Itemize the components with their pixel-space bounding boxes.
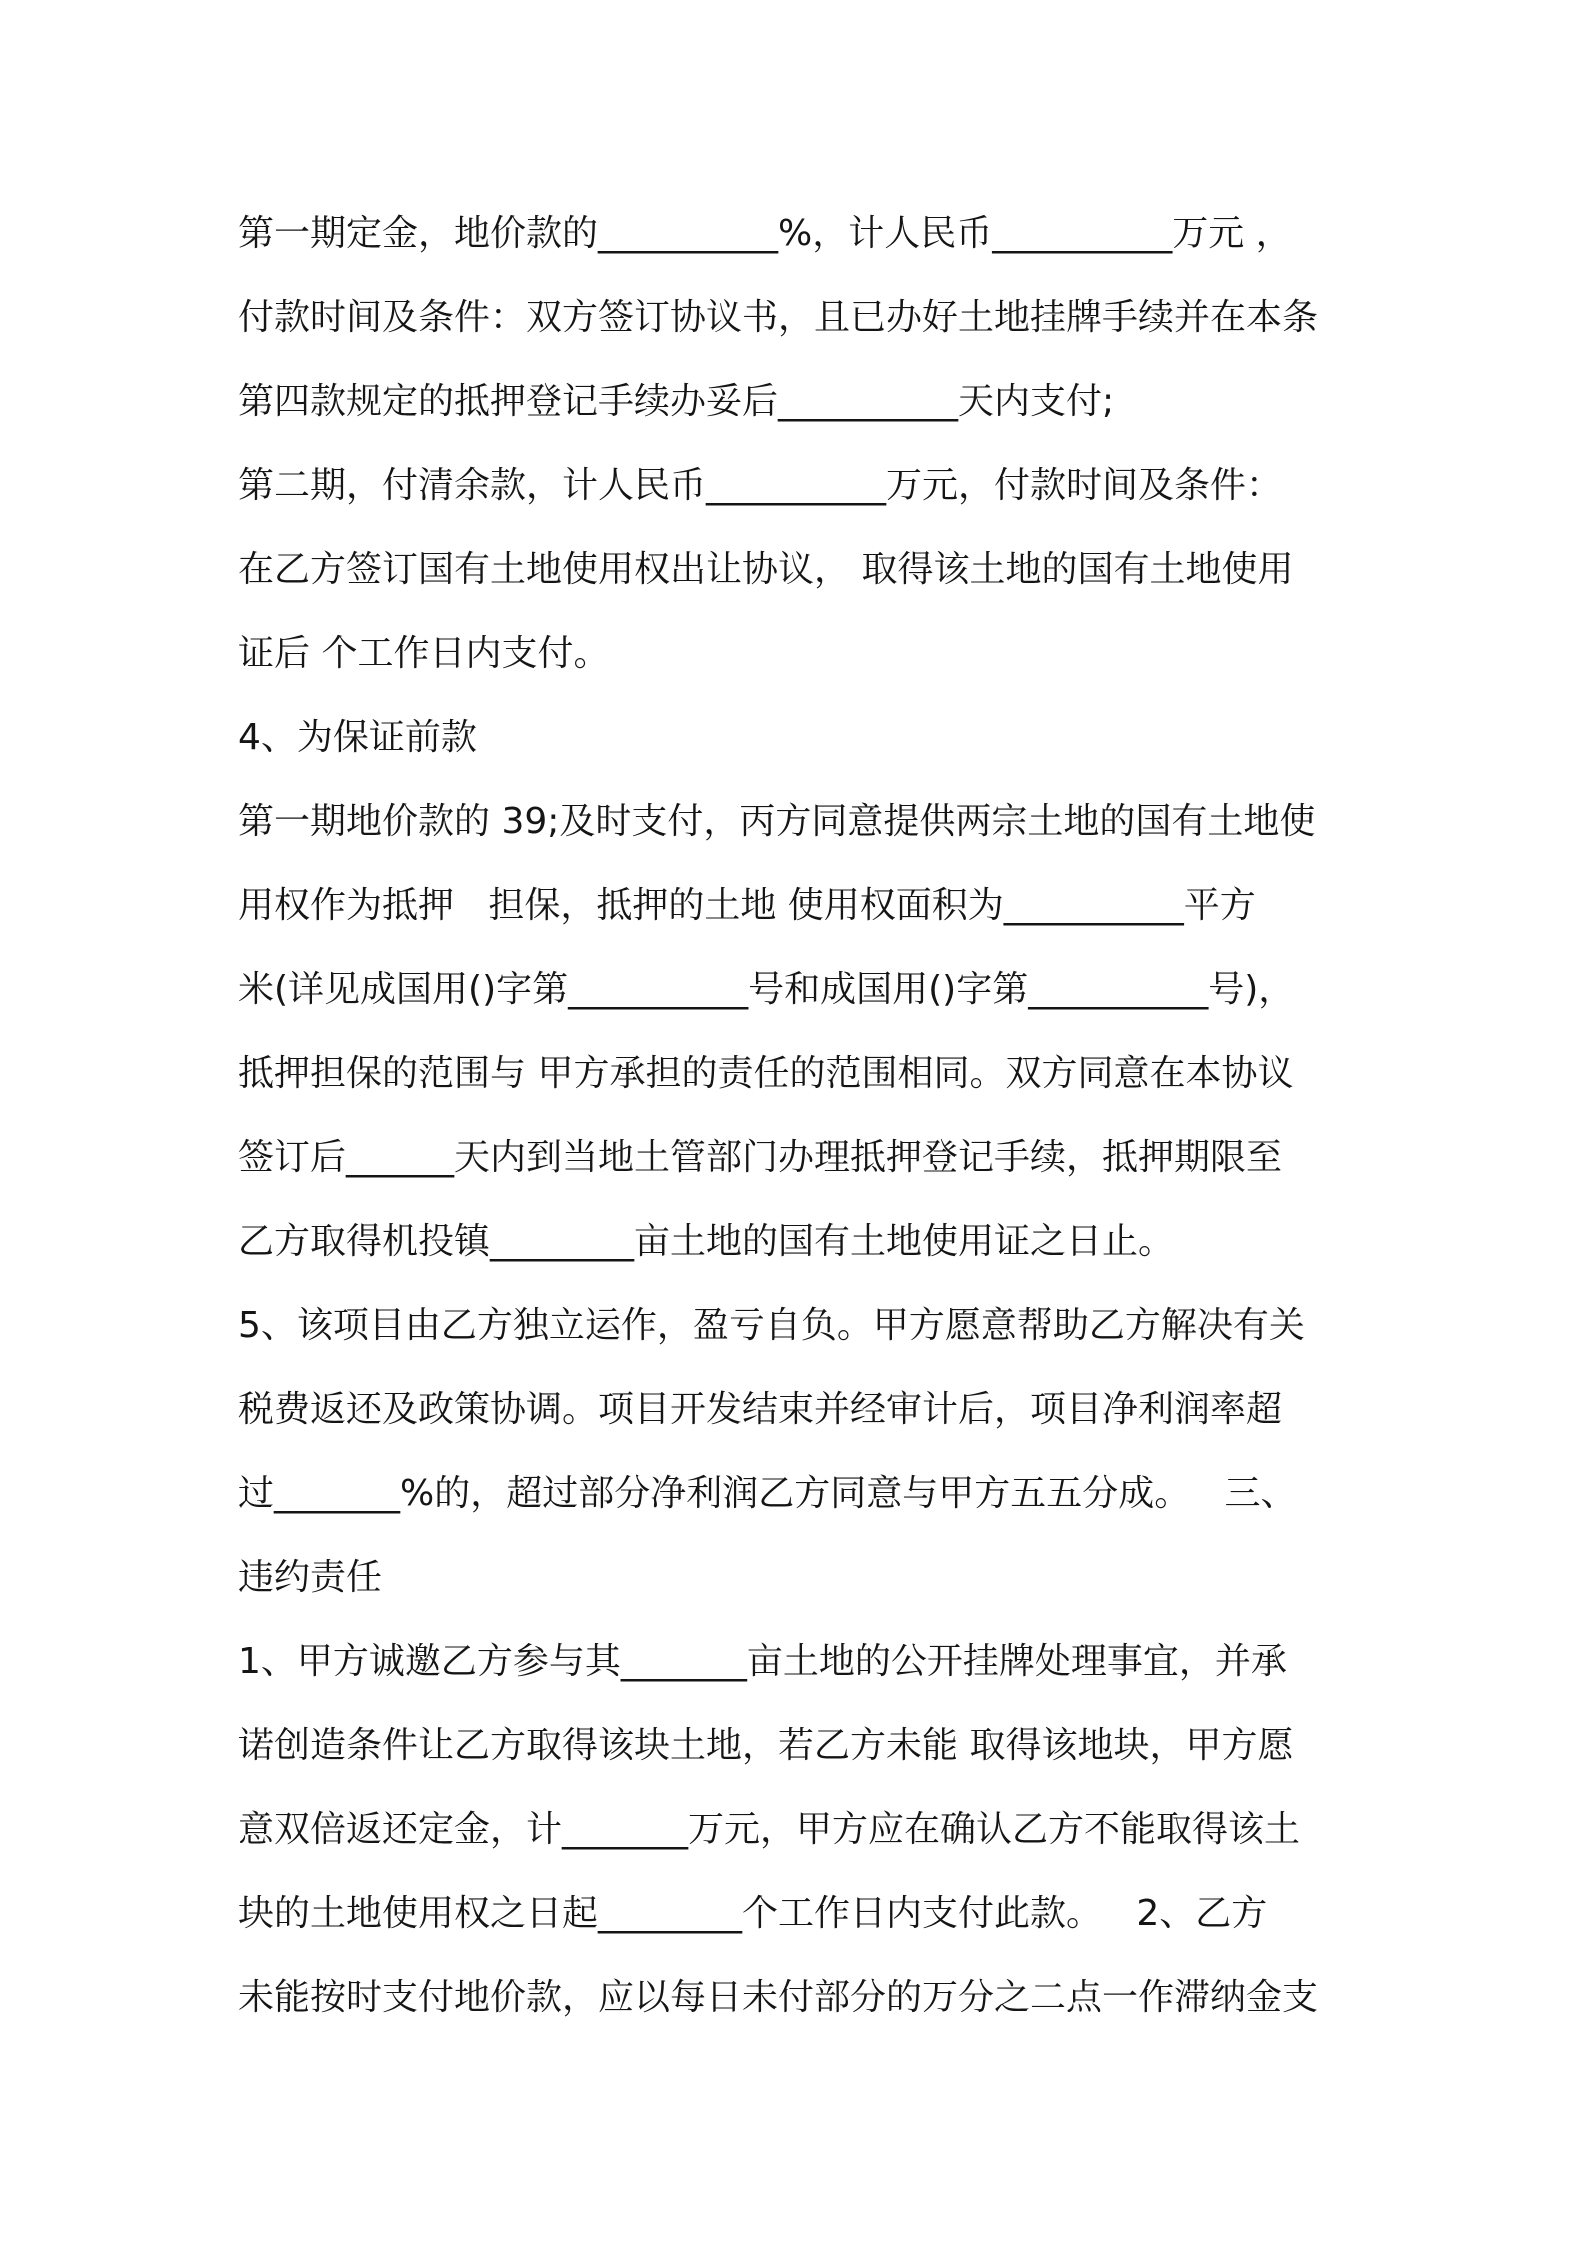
text-line: 付款时间及条件：双方签订协议书，且已办好土地挂牌手续并在本条 <box>238 297 1319 338</box>
text-line: 第二期，付清余款，计人民币__________万元，付款时间及条件： <box>238 465 1283 506</box>
text-line: 第一期地价款的 39;及时支付，丙方同意提供两宗土地的国有土地使 <box>238 801 1316 842</box>
text-line: 诺创造条件让乙方取得该块土地，若乙方未能 取得该地块，甲方愿 <box>238 1725 1294 1766</box>
text-line: 乙方取得机投镇________亩土地的国有土地使用证之日止。 <box>238 1221 1175 1262</box>
text-line: 抵押担保的范围与 甲方承担的责任的范围相同。双方同意在本协议 <box>238 1053 1294 1094</box>
text-line: 5、该项目由乙方独立运作，盈亏自负。甲方愿意帮助乙方解决有关 <box>238 1305 1305 1346</box>
section-heading: 4、为保证前款 <box>238 717 477 758</box>
text-line: 签订后______天内到当地土管部门办理抵押登记手续，抵押期限至 <box>238 1137 1283 1178</box>
text-line: 第四款规定的抵押登记手续办妥后__________天内支付; <box>238 381 1115 422</box>
text-line: 块的土地使用权之日起________个工作日内支付此款。 2、乙方 <box>238 1893 1268 1934</box>
document-body <box>238 192 1358 2040</box>
text-line: 证后 个工作日内支付。 <box>238 633 610 674</box>
text-line: 税费返还及政策协调。项目开发结束并经审计后，项目净利润率超 <box>238 1389 1283 1430</box>
section-heading: 违约责任 <box>238 1557 383 1598</box>
text-line: 用权作为抵押 担保，抵押的土地 使用权面积为__________平方 <box>238 885 1256 926</box>
text-line: 过_______%的，超过部分净利润乙方同意与甲方五五分成。 三、 <box>238 1473 1297 1514</box>
text-line: 在乙方签订国有土地使用权出让协议， 取得该土地的国有土地使用 <box>238 549 1294 590</box>
text-line: 第一期定金，地价款的__________%，计人民币__________万元 ， <box>238 213 1292 254</box>
text-line: 米(详见成国用()字第__________号和成国用()字第__________号)， <box>238 969 1295 1010</box>
text-line: 1、甲方诚邀乙方参与其_______亩土地的公开挂牌处理事宜，并承 <box>238 1641 1287 1682</box>
text-line: 未能按时支付地价款，应以每日未付部分的万分之二点一作滞纳金支 <box>238 1977 1319 2018</box>
text-line: 意双倍返还定金，计_______万元，甲方应在确认乙方不能取得该土 <box>238 1809 1301 1850</box>
